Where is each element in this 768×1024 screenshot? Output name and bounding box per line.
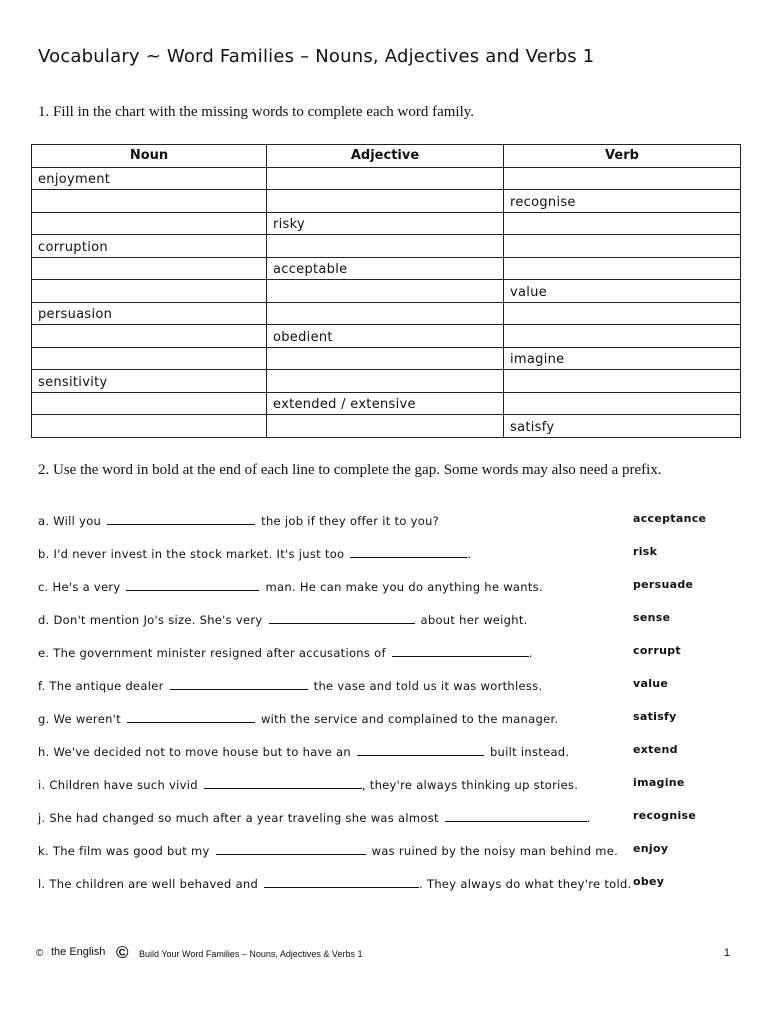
exercise-item [38,842,740,860]
cell-noun[interactable] [32,257,267,280]
exercise-text-before: f. The antique dealer [38,679,164,693]
cell-verb[interactable] [504,325,741,348]
cell-verb[interactable]: satisfy [504,415,741,438]
keyword: risk [633,545,658,558]
answer-blank[interactable] [392,644,529,657]
answer-blank[interactable] [357,743,484,756]
exercise-item [38,809,740,827]
cell-verb[interactable] [504,392,741,415]
keyword: extend [633,743,678,756]
instruction-1: 1. Fill in the chart with the missing words to complete each word family. [38,104,475,120]
cell-adjective[interactable] [267,167,504,190]
header-verb: Verb [504,145,741,168]
cell-noun[interactable] [32,190,267,213]
cell-adjective[interactable] [267,415,504,438]
cell-adjective[interactable] [267,302,504,325]
cell-adjective[interactable] [267,280,504,303]
footer-title: Build Your Word Families – Nouns, Adjectives & Verbs 1 [139,949,363,959]
exercise-text-after: man. He can make you do anything he wants. [265,580,543,594]
cell-adjective[interactable] [267,235,504,258]
exercise-item [38,776,740,794]
keyword: sense [633,611,671,624]
exercise-text-before: b. I'd never invest in the stock market. It's just too [38,547,345,561]
exercise-text-before: h. We've decided not to move house but to have an [38,745,351,759]
cell-noun[interactable] [32,212,267,235]
cell-verb[interactable]: value [504,280,741,303]
cell-noun[interactable] [32,325,267,348]
exercise-text-after: , they're always thinking up stories. [361,778,579,792]
exercise-text-before: g. We weren't [38,712,121,726]
exercise-text-before: l. The children are well behaved and [38,877,259,891]
cell-adjective[interactable]: extended / extensive [267,392,504,415]
table-row [32,302,741,325]
table-row [32,280,741,303]
exercise-sentence [38,710,558,726]
table-row [32,392,741,415]
keyword: satisfy [633,710,677,723]
keyword: corrupt [633,644,681,657]
exercise-text-before: j. She had changed so much after a year traveling she was almost [38,811,439,825]
table-row [32,235,741,258]
header-noun: Noun [32,145,267,168]
cell-adjective[interactable] [267,347,504,370]
exercise-sentence [38,677,542,693]
exercise-sentence [38,512,439,528]
exercise-text-before: c. He's a very [38,580,121,594]
cell-noun[interactable] [32,415,267,438]
word-family-table [31,144,741,438]
exercise-sentence [38,644,533,660]
exercise-item [38,611,740,629]
exercise-text-before: e. The government minister resigned after accusations of [38,646,386,660]
table-row [32,257,741,280]
answer-blank[interactable] [127,710,255,723]
exercise-text-after: . They always do what they're told. [419,877,632,891]
cell-adjective[interactable]: acceptable [267,257,504,280]
footer [36,943,736,962]
answer-blank[interactable] [445,809,587,822]
table-row [32,167,741,190]
keyword: obey [633,875,665,888]
answer-blank[interactable] [350,545,467,558]
cell-noun[interactable] [32,392,267,415]
copyright-icon: © [36,948,44,959]
exercise-sentence [38,578,543,594]
keyword: recognise [633,809,697,822]
table-row [32,212,741,235]
table-row [32,190,741,213]
exercise-text-after: built instead. [489,745,570,759]
cell-verb[interactable] [504,302,741,325]
keyword: enjoy [633,842,669,855]
keyword: value [633,677,669,690]
exercise-text-before: d. Don't mention Jo's size. She's very [38,613,263,627]
exercise-text-after: . [586,811,591,825]
table-row [32,415,741,438]
cell-verb[interactable] [504,257,741,280]
answer-blank[interactable] [170,677,308,690]
cell-verb[interactable]: recognise [504,190,741,213]
exercise-item [38,545,740,563]
cell-adjective[interactable] [267,370,504,393]
answer-blank[interactable] [126,578,259,591]
exercise-text-before: k. The film was good but my [38,844,210,858]
cell-verb[interactable] [504,370,741,393]
instruction-2: 2. Use the word in bold at the end of each line to complete the gap. Some words may also need a prefix. [38,462,662,478]
cell-noun[interactable]: persuasion [32,302,267,325]
table-row [32,325,741,348]
cell-adjective[interactable]: obedient [267,325,504,348]
footer-brand: the English [51,946,106,958]
cell-noun[interactable]: enjoyment [32,167,267,190]
exercise-sentence [38,809,591,825]
exercise-text-after: about her weight. [420,613,528,627]
cell-noun[interactable]: sensitivity [32,370,267,393]
answer-blank[interactable] [264,875,419,888]
cell-noun[interactable]: corruption [32,235,267,258]
exercise-sentence [38,545,471,561]
answer-blank[interactable] [204,776,362,789]
exercise-text-after: . [467,547,472,561]
exercise-item [38,710,740,728]
exercise-sentence [38,743,569,759]
exercise-text-after: . [528,646,533,660]
exercise-text-after: the vase and told us it was worthless. [313,679,543,693]
answer-blank[interactable] [107,512,255,525]
answer-blank[interactable] [269,611,415,624]
brand-mark-icon: © [116,943,129,962]
exercise-sentence [38,875,632,891]
cell-noun[interactable] [32,280,267,303]
keyword: persuade [633,578,694,591]
exercise-sentence [38,842,618,858]
exercise-text-before: a. Will you [38,514,102,528]
header-adjective: Adjective [267,145,504,168]
table-row [32,370,741,393]
exercise-item [38,644,740,662]
cell-verb[interactable] [504,235,741,258]
exercise-item [38,743,740,761]
exercise-item [38,875,740,893]
exercise-item [38,512,740,530]
exercise-sentence [38,776,578,792]
exercise-text-after: the job if they offer it to you? [261,514,440,528]
cell-verb[interactable] [504,167,741,190]
exercise-item [38,677,740,695]
cell-verb[interactable]: imagine [504,347,741,370]
exercise-item [38,578,740,596]
table-row [32,347,741,370]
cell-verb[interactable] [504,212,741,235]
page-number: 1 [723,947,730,959]
page-title: Vocabulary ~ Word Families – Nouns, Adjectives and Verbs 1 [38,46,595,67]
table-header-row [32,145,741,168]
keyword: acceptance [633,512,707,525]
exercise-text-after: was ruined by the noisy man behind me. [371,844,619,858]
cell-adjective[interactable] [267,190,504,213]
answer-blank[interactable] [216,842,366,855]
cell-adjective[interactable]: risky [267,212,504,235]
cell-noun[interactable] [32,347,267,370]
exercise-text-before: i. Children have such vivid [38,778,198,792]
keyword: imagine [633,776,685,789]
exercise-sentence [38,611,528,627]
exercise-text-after: with the service and complained to the manager. [260,712,559,726]
